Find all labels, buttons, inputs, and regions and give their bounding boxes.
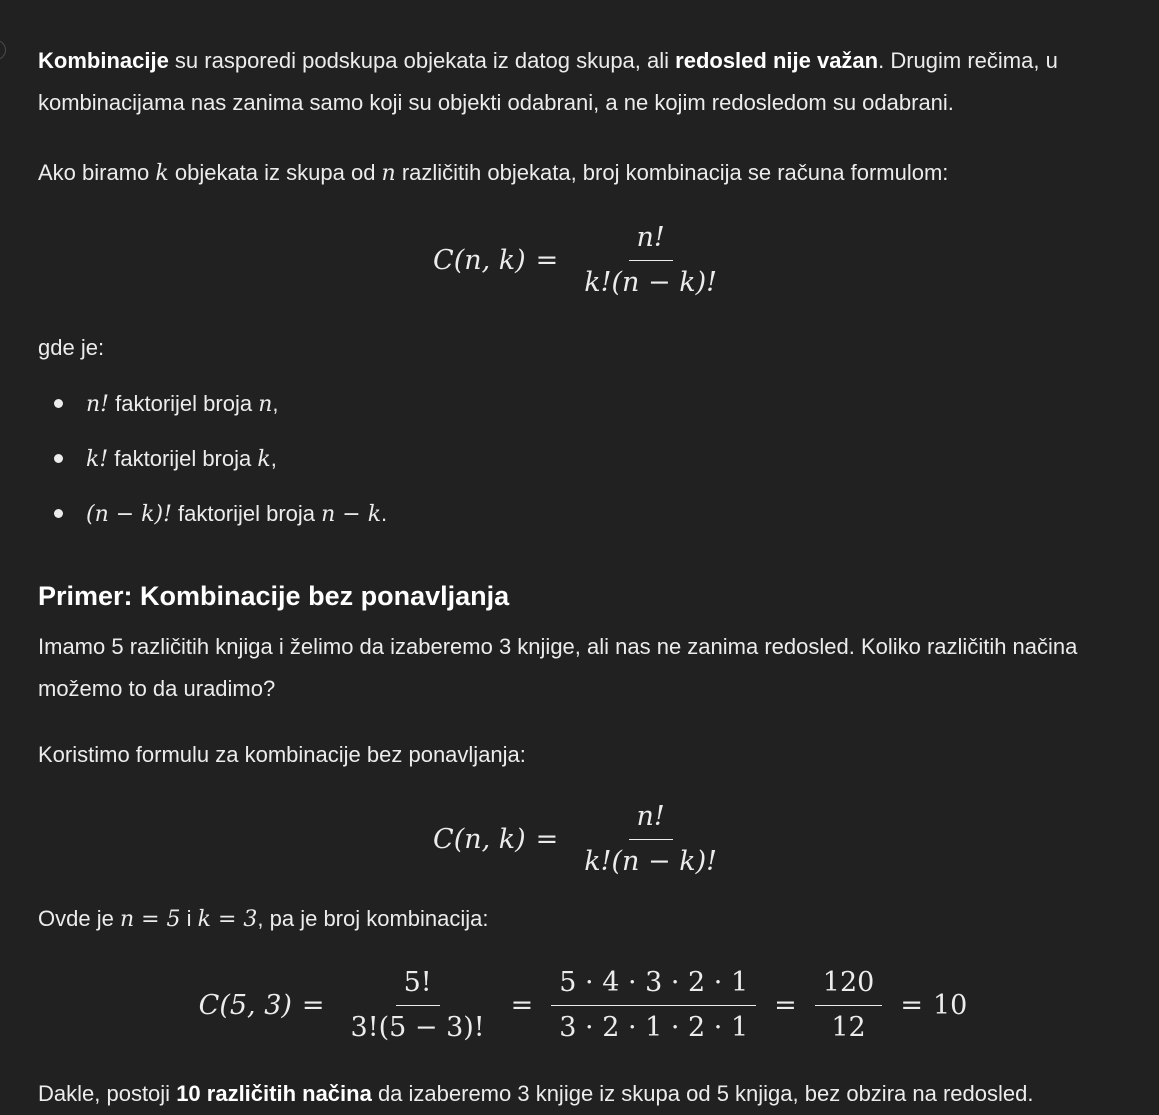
math-k-equals: k = 3	[197, 907, 258, 932]
formula-fraction	[576, 220, 725, 301]
calculation-formula: C(5, 3) = $\frac{5!}{3!(5 - 3)!}$ = $\frac{5 \cdot 4 \cdot 3 \cdot 2 \cdot 1}{3 \cdot 2 \cdot 1 \cdot 2 \cdot 1}$ = $\frac{120}{12}$ = 10	[38, 945, 1128, 1065]
conclusion-paragraph: Dakle, postoji 10 različitih načina da izaberemo 3 knjige iz skupa od 5 knjiga, bez obzira na redosled.	[38, 1081, 1034, 1106]
intro-term: Kombinacije	[38, 48, 169, 73]
combination-formula: C (n, k) = $\frac{n!}{k!(n - k)!}$	[38, 201, 1128, 319]
calc-result: 10	[932, 989, 968, 1021]
formula-intro-paragraph: Ako biramo k objekata iz skupa od n različitih objekata, broj kombinacija se računa formulom:	[38, 160, 949, 186]
message-content	[38, 40, 1128, 1115]
scroll-edge-circle	[0, 40, 6, 60]
bullet-icon	[54, 399, 63, 408]
example-heading: Primer: Kombinacije bez ponavljanja	[38, 581, 510, 611]
use-formula-paragraph: Koristimo formulu za kombinacije bez ponavljanja:	[38, 742, 526, 767]
problem-paragraph: Imamo 5 različitih knjiga i želimo da izaberemo 3 knjige, ali nas ne zanima redosled. Koliko različitih načina možemo to da uradimo?	[38, 634, 1078, 701]
intro-paragraph: Kombinacije su rasporedi podskupa objekata iz datog skupa, ali redosled nije važan. Drugim rečima, u kombinacijama nas zanima samo koji su objekti odabrani, a ne kojim redosledom su odabrani.	[38, 48, 1058, 115]
values-paragraph: Ovde je n = 5 i k = 3, pa je broj kombinacija:	[38, 906, 489, 932]
math-n: n	[381, 161, 396, 186]
bullet-icon	[54, 509, 63, 518]
formula-denominator: k!(n − k)!	[584, 845, 717, 877]
formula-numerator: n!	[629, 799, 673, 840]
where-label: gde je:	[38, 335, 105, 360]
calc-fraction-1: $\frac{5!}{3!(5 - 3)!}$	[350, 966, 485, 1043]
formula-denominator: k!(n − k)!	[584, 266, 717, 298]
intro-emphasis: redosled nije važan	[675, 48, 879, 73]
list-item: n! faktorijel broja n,	[38, 377, 1128, 432]
formula-numerator: n!	[629, 220, 673, 261]
calc-fraction-2: $\frac{5 \cdot 4 \cdot 3 \cdot 2 \cdot 1}{3 \cdot 2 \cdot 1 \cdot 2 \cdot 1}$	[551, 965, 756, 1046]
math-k: k	[155, 161, 169, 186]
factorial-list	[38, 377, 1128, 542]
formula-fraction	[576, 799, 725, 880]
list-item: k! faktorijel broja k,	[38, 432, 1128, 487]
conclusion-emphasis: 10 različitih načina	[176, 1081, 372, 1106]
bullet-icon	[54, 454, 63, 463]
math-n-equals: n = 5	[119, 907, 181, 932]
list-item: (n − k)! faktorijel broja n − k.	[38, 487, 1128, 542]
calc-fraction-3: $\frac{120}{12}$	[815, 965, 883, 1046]
combination-formula-repeat: C (n, k) = $\frac{n!}{k!(n - k)!}$	[38, 780, 1128, 898]
